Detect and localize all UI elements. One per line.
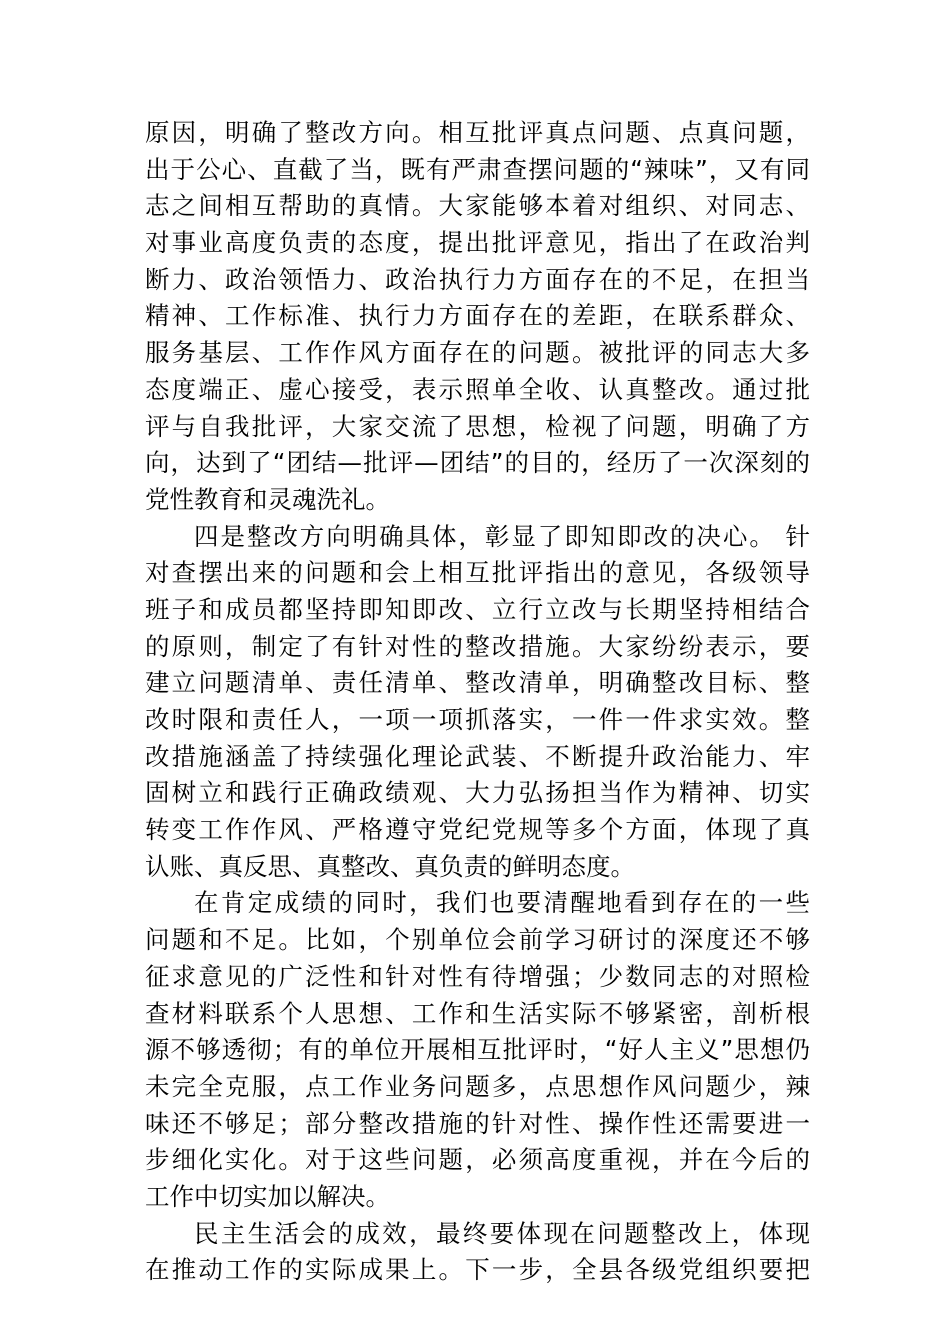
text-line: 工作中切实加以解决。 (145, 1181, 390, 1211)
text-line: 征求意见的广泛性和针对性有待增强；少数同志的对照检 (145, 961, 810, 991)
text-line: 改时限和责任人，一项一项抓落实，一件一件求实效。整 (145, 705, 810, 734)
text-line: 评与自我批评，大家交流了思想，检视了问题，明确了方 (145, 411, 810, 441)
paragraph (145, 885, 810, 1215)
text-line: 问题和不足。比如，个别单位会前学习研讨的深度还不够 (145, 925, 810, 955)
text-line: 精神、工作标准、执行力方面存在的差距，在联系群众、 (145, 301, 810, 331)
text-line: 班子和成员都坚持即知即改、立行立改与长期坚持相结合 (145, 594, 810, 624)
text-line: 未完全克服，点工作业务问题多，点思想作风问题少，辣 (145, 1071, 810, 1101)
text-line: 四是整改方向明确具体，彰显了即知即改的决心。 针 (194, 521, 810, 551)
text-line: 志之间相互帮助的真情。大家能够本着对组织、对同志、 (145, 191, 810, 221)
text-line: 出于公心、直截了当，既有严肃查摆问题的“辣味”，又有同 (145, 154, 810, 184)
text-line: 查材料联系个人思想、工作和生活实际不够紧密，剖析根 (145, 998, 810, 1028)
text-line: 固树立和践行正确政绩观、大力弘扬担当作为精神、切实 (145, 778, 810, 808)
text-line: 态度端正、虚心接受，表示照单全收、认真整改。通过批 (145, 374, 810, 404)
text-line: 认账、真反思、真整改、真负责的鲜明态度。 (145, 851, 635, 881)
text-line: 对事业高度负责的态度，提出批评意见，指出了在政治判 (145, 228, 810, 258)
text-line: 对查摆出来的问题和会上相互批评指出的意见，各级领导 (145, 558, 810, 588)
text-line: 步细化实化。对于这些问题，必须高度重视，并在今后的 (145, 1145, 810, 1175)
text-line: 向，达到了“团结—批评—团结”的目的，经历了一次深刻的 (145, 448, 810, 478)
text-line: 改措施涵盖了持续强化理论武装、不断提升政治能力、牢 (145, 741, 810, 771)
paragraph (145, 519, 810, 886)
text-line: 在推动工作的实际成果上。下一步，全县各级党组织要把 (145, 1255, 810, 1285)
text-line: 断力、政治领悟力、政治执行力方面存在的不足，在担当 (145, 264, 810, 294)
document-body (145, 115, 810, 1289)
text-line: 的原则，制定了有针对性的整改措施。大家纷纷表示，要 (145, 631, 810, 661)
paragraph (145, 115, 810, 519)
text-line: 民主生活会的成效，最终要体现在问题整改上，体现 (194, 1218, 810, 1248)
text-line: 味还不够足；部分整改措施的针对性、操作性还需要进一 (145, 1108, 810, 1138)
text-line: 党性教育和灵魂洗礼。 (145, 484, 390, 514)
text-line: 服务基层、工作作风方面存在的问题。被批评的同志大多 (145, 338, 810, 368)
text-line: 建立问题清单、责任清单、整改清单，明确整改目标、整 (145, 668, 810, 698)
text-line: 转变工作作风、严格遵守党纪党规等多个方面，体现了真 (145, 815, 810, 845)
text-line: 原因，明确了整改方向。相互批评真点问题、点真问题， (145, 118, 810, 147)
paragraph (145, 1216, 810, 1289)
text-line: 源不够透彻；有的单位开展相互批评时，“好人主义”思想仍 (145, 1035, 810, 1065)
text-line: 在肯定成绩的同时，我们也要清醒地看到存在的一些 (194, 888, 810, 918)
